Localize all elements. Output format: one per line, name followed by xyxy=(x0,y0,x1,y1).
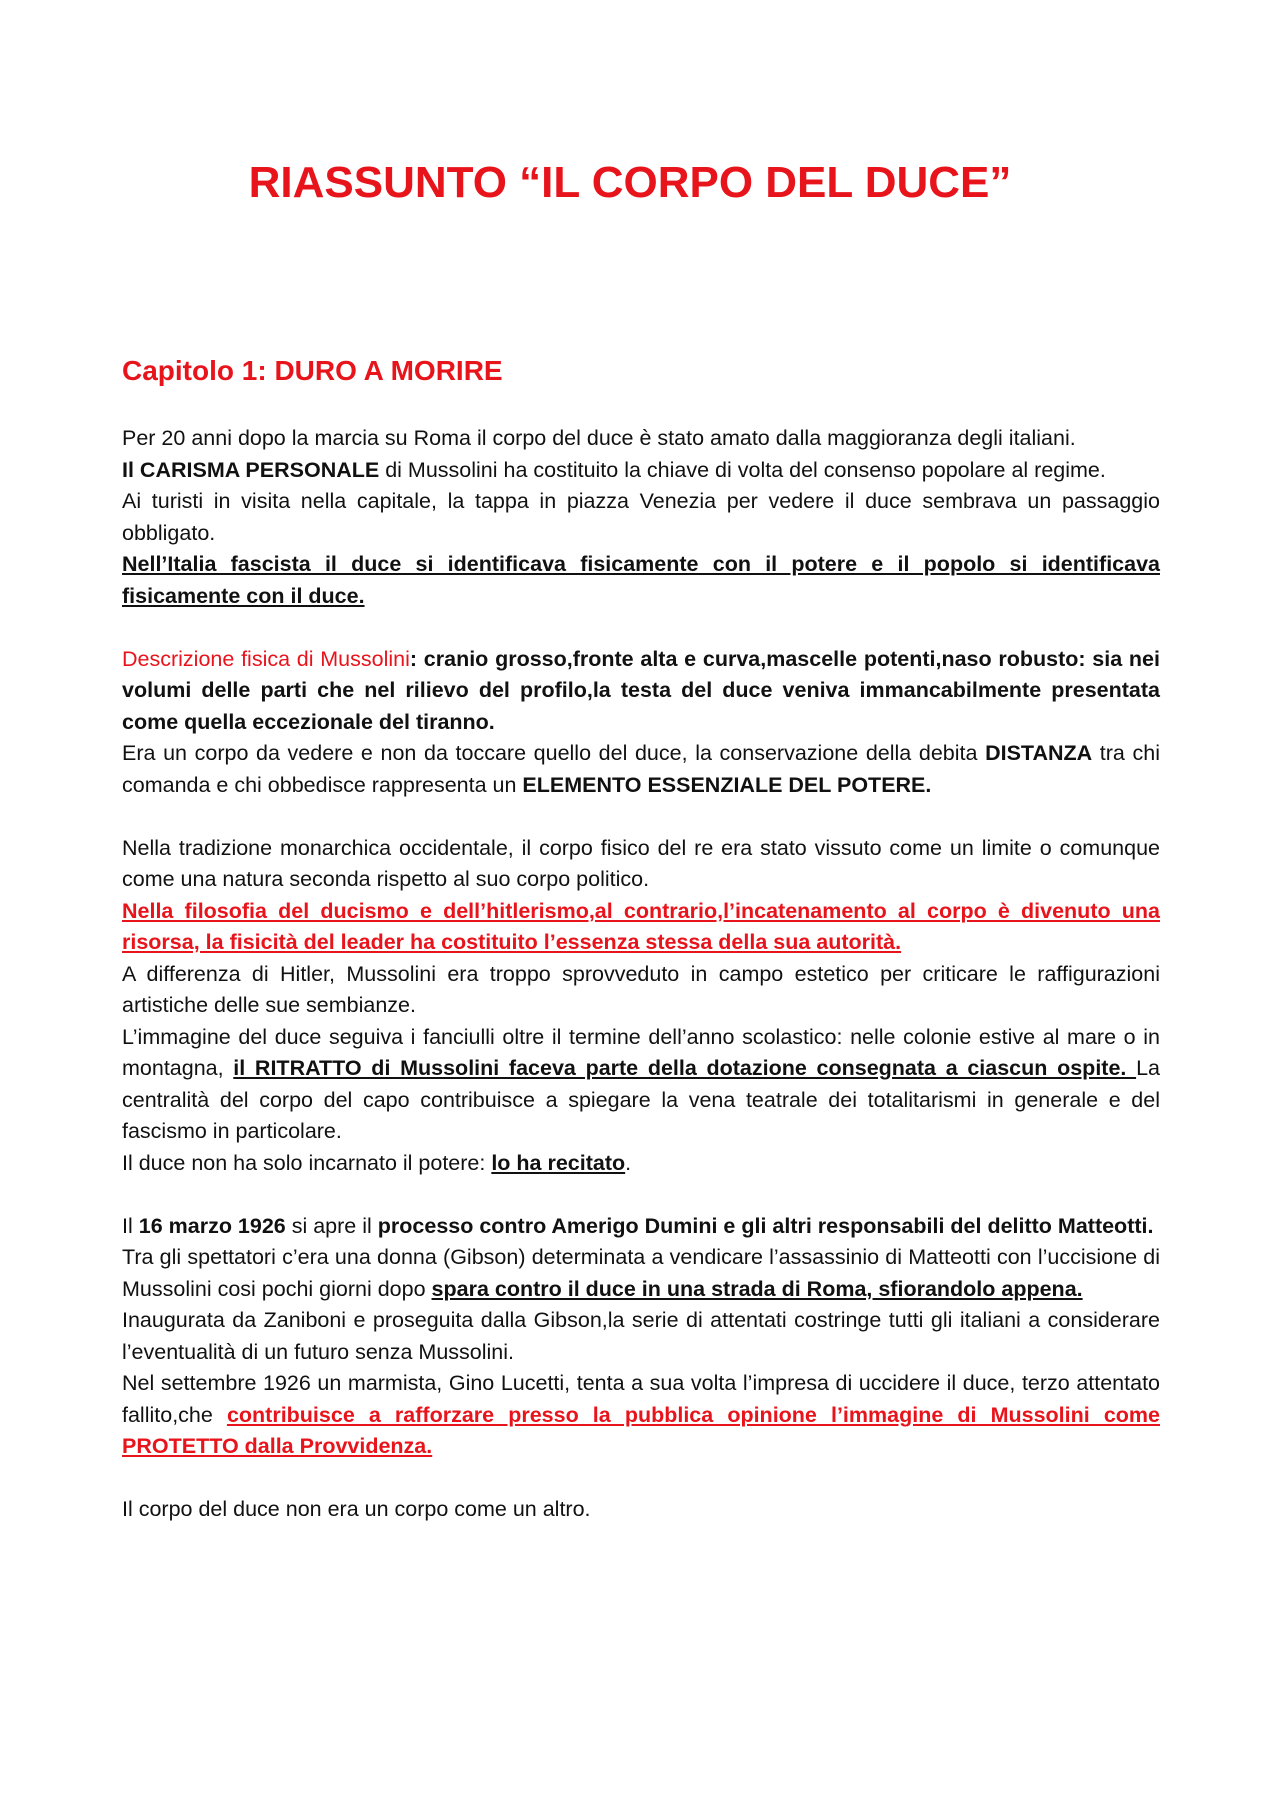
text: . xyxy=(625,1150,632,1175)
bold-text: Il CARISMA PERSONALE xyxy=(122,457,380,482)
bold-text: : cranio grosso,fronte alta e curva,mascelle potenti,naso robusto: sia nei volumi delle parti che nel rilievo del profilo,la testa del duce veniva immancabilmente presentata come quella eccezionale del tiranno. xyxy=(122,646,1160,734)
paragraph xyxy=(122,455,1160,487)
text: tra chi comanda e chi obbedisce rappresenta un xyxy=(122,741,1160,797)
bold-text: processo contro Amerigo Dumini e gli altri responsabili del delitto Matteotti. xyxy=(377,1213,1154,1238)
text: Il duce non ha solo incarnato il potere: xyxy=(122,1150,492,1175)
chapter-heading: Capitolo 1: DURO A MORIRE xyxy=(122,355,503,386)
bold-text: ELEMENTO ESSENZIALE DEL POTERE. xyxy=(522,772,932,797)
text: si apre il xyxy=(285,1213,378,1238)
bold-underlined-text: spara contro il duce in una strada di Roma, sfiorandolo appena. xyxy=(431,1276,1083,1301)
red-underlined-text: contribuisce a rafforzare presso la pubblica opinione l’immagine di Mussolini come PROTETTO dalla Provvidenza. xyxy=(122,1402,1160,1458)
paragraph: Nella tradizione monarchica occidentale, il corpo fisico del re era stato vissuto come un limite o comunque come una natura seconda rispetto al suo corpo politico. xyxy=(122,835,1160,891)
paragraph xyxy=(122,1242,1160,1305)
text: Era un corpo da vedere e non da toccare quello del duce, la conservazione della debita xyxy=(122,741,986,765)
paragraph: Inaugurata da Zaniboni e proseguita dalla Gibson,la serie di attentati costringe tutti gli italiani a considerare l’eventualità di un futuro senza Mussolini. xyxy=(122,1308,1160,1364)
paragraph: A differenza di Hitler, Mussolini era troppo sprovveduto in campo estetico per criticare le raffigurazioni artistiche delle sue sembianze. xyxy=(122,961,1160,1017)
text: Tra gli spettatori c’era una donna (Gibson) determinata a vendicare l’assassinio di Matteotti con l’uccisione di Mussolini cosi pochi giorni dopo xyxy=(122,1245,1160,1301)
paragraph xyxy=(122,1368,1160,1463)
paragraph xyxy=(122,1211,1160,1243)
document-title: RIASSUNTO “IL CORPO DEL DUCE” xyxy=(248,158,1012,207)
document-body xyxy=(122,423,1160,1526)
paragraph-red-underlined: Nella filosofia del ducismo e dell’hitlerismo,al contrario,l’incatenamento al corpo è divenuto una risorsa, la fisicità del leader ha costituito l’essenza stessa della sua autorità. xyxy=(122,898,1160,954)
bold-underlined-text: lo ha recitato xyxy=(491,1150,626,1175)
text: Il xyxy=(122,1213,139,1238)
text: di Mussolini ha costituito la chiave di volta del consenso popolare al regime. xyxy=(379,457,1106,482)
paragraph xyxy=(122,738,1160,801)
red-text: Descrizione fisica di Mussolini xyxy=(122,646,410,671)
bold-text: 16 marzo 1926 xyxy=(138,1213,286,1238)
bold-underlined-text: il RITRATTO di Mussolini faceva parte della dotazione consegnata a ciascun ospite. xyxy=(233,1056,1137,1080)
paragraph xyxy=(122,644,1160,739)
paragraph: Ai turisti in visita nella capitale, la tappa in piazza Venezia per vedere il duce sembrava un passaggio obbligato. xyxy=(122,489,1160,545)
text: L’immagine del duce seguiva i fanciulli oltre il termine dell’anno scolastico: nelle colonie estive al mare o in montagna, xyxy=(122,1024,1160,1080)
text: Nel settembre 1926 un marmista, Gino Lucetti, tenta a sua volta l’impresa di uccidere il duce, terzo attentato fallito,che xyxy=(122,1371,1160,1427)
text: La centralità del corpo del capo contribuisce a spiegare la vena teatrale dei totalitarismi in generale e del fascismo in particolare. xyxy=(122,1056,1160,1143)
bold-text: DISTANZA xyxy=(985,741,1093,765)
paragraph xyxy=(122,1022,1160,1148)
paragraph: Il corpo del duce non era un corpo come un altro. xyxy=(122,1497,591,1521)
paragraph-bold-underlined: Nell’Italia fascista il duce si identificava fisicamente con il potere e il popolo si identificava fisicamente con il duce. xyxy=(122,552,1160,608)
paragraph xyxy=(122,1148,1160,1180)
paragraph: Per 20 anni dopo la marcia su Roma il corpo del duce è stato amato dalla maggioranza degli italiani. xyxy=(122,426,1076,450)
